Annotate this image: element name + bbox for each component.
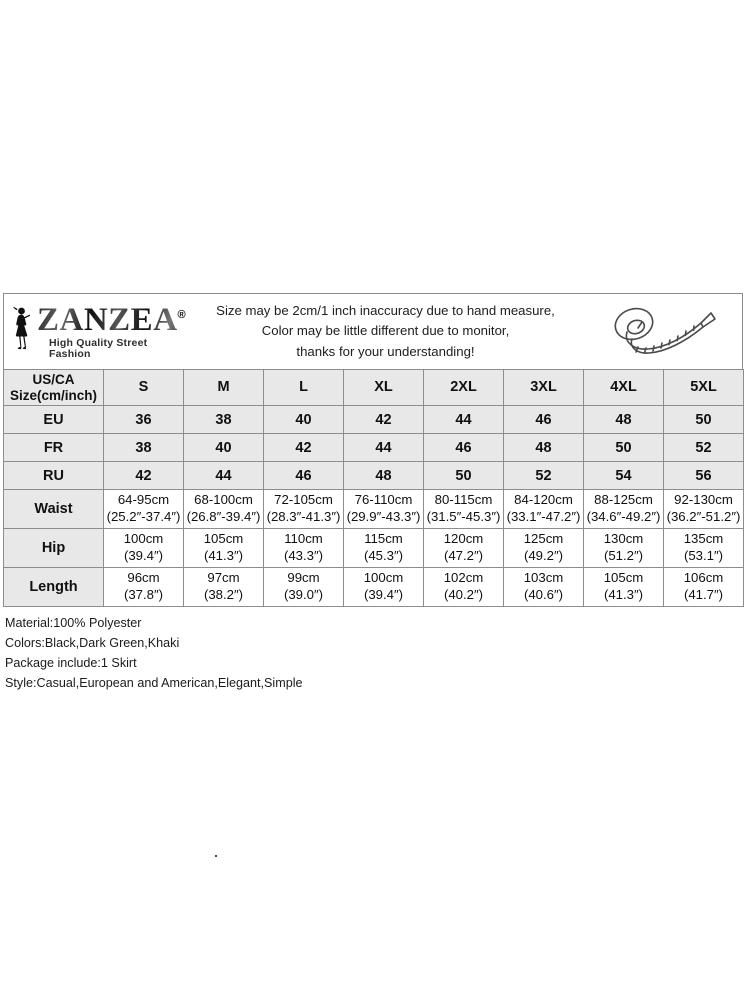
value-cm: 99cm [287, 570, 320, 586]
cell-eu-3xl: 46 [504, 406, 584, 434]
detail-material: Material:100% Polyester [5, 616, 142, 630]
value-inch: (41.7″) [683, 587, 724, 602]
row-label-eu: EU [4, 406, 104, 434]
cell-fr-3xl: 48 [504, 434, 584, 462]
value-cm: 64-95cm [117, 492, 170, 508]
value-inch: (39.4″) [123, 548, 164, 563]
value-cm: 80-115cm [434, 492, 493, 508]
column-header-2xl: 2XL [424, 370, 504, 406]
cell-eu-s: 36 [104, 406, 184, 434]
cell-hip-2xl [424, 529, 504, 568]
row-label-length: Length [4, 568, 104, 607]
value-cm: 102cm [443, 570, 484, 586]
notice-line-3: thanks for your understanding! [296, 343, 475, 359]
value-inch: (37.8″) [123, 587, 164, 602]
cell-hip-s [104, 529, 184, 568]
cell-waist-s [104, 490, 184, 529]
column-header-3xl: 3XL [504, 370, 584, 406]
cell-ru-l: 46 [264, 462, 344, 490]
value-cm: 105cm [603, 570, 644, 586]
cell-length-5xl [664, 568, 744, 607]
value-inch: (49.2″) [523, 548, 564, 563]
cell-ru-m: 44 [184, 462, 264, 490]
value-cm: 120cm [443, 531, 484, 547]
notice-line-1: Size may be 2cm/1 inch inaccuracy due to hand measure, [216, 302, 555, 318]
cell-eu-m: 38 [184, 406, 264, 434]
value-cm: 106cm [683, 570, 724, 586]
cell-waist-3xl [504, 490, 584, 529]
cell-hip-3xl [504, 529, 584, 568]
cell-fr-l: 42 [264, 434, 344, 462]
table-row [4, 434, 744, 462]
cell-ru-2xl: 50 [424, 462, 504, 490]
cell-ru-4xl: 54 [584, 462, 664, 490]
value-cm: 130cm [603, 531, 644, 547]
value-inch: (41.3″) [203, 548, 244, 563]
cell-waist-2xl [424, 490, 504, 529]
value-cm: 103cm [523, 570, 564, 586]
value-cm: 68-100cm [194, 492, 253, 508]
cell-ru-xl: 48 [344, 462, 424, 490]
value-cm: 105cm [203, 531, 244, 547]
corner-header-line-1: US/CA [32, 371, 75, 387]
detail-style: Style:Casual,European and American,Elegant,Simple [5, 675, 303, 690]
corner-header-cell [4, 370, 104, 406]
value-cm: 96cm [127, 570, 160, 586]
cell-ru-s: 42 [104, 462, 184, 490]
value-cm: 84-120cm [514, 492, 573, 508]
notice-line-2: Color may be little different due to monitor, [261, 323, 510, 339]
table-row [4, 406, 744, 434]
cell-fr-4xl: 50 [584, 434, 664, 462]
cell-length-m [184, 568, 264, 607]
value-inch: (25.2″-37.4″) [106, 509, 181, 524]
measuring-tape-icon [592, 302, 742, 362]
brand-logo [4, 302, 187, 360]
value-inch: (41.3″) [603, 587, 644, 602]
value-inch: (53.1″) [683, 548, 724, 563]
cell-waist-m [184, 490, 264, 529]
value-inch: (40.2″) [443, 587, 484, 602]
cell-fr-s: 38 [104, 434, 184, 462]
value-inch: (29.9″-43.3″) [346, 509, 421, 524]
value-inch: (51.2″) [603, 548, 644, 563]
cell-fr-m: 40 [184, 434, 264, 462]
value-cm: 110cm [284, 531, 323, 547]
chart-banner [3, 293, 743, 369]
column-header-l: L [264, 370, 344, 406]
cell-length-xl [344, 568, 424, 607]
registered-mark: ® [177, 309, 187, 321]
row-label-fr: FR [4, 434, 104, 462]
table-row [4, 462, 744, 490]
brand-name-text: ZANZEA [37, 302, 178, 338]
value-cm: 115cm [364, 531, 403, 547]
table-row [4, 568, 744, 607]
value-cm: 72-105cm [274, 492, 333, 508]
cell-hip-5xl [664, 529, 744, 568]
value-cm: 125cm [523, 531, 564, 547]
value-cm: 88-125cm [594, 492, 653, 508]
value-inch: (36.2″-51.2″) [666, 509, 741, 524]
cell-waist-4xl [584, 490, 664, 529]
size-chart-sheet [3, 293, 743, 694]
table-row [4, 529, 744, 568]
cell-waist-5xl [664, 490, 744, 529]
cell-hip-m [184, 529, 264, 568]
cell-waist-l [264, 490, 344, 529]
detail-package: Package include:1 Skirt [5, 655, 137, 670]
cell-length-3xl [504, 568, 584, 607]
value-cm: 92-130cm [674, 492, 733, 508]
value-inch: (45.3″) [363, 548, 404, 563]
cell-eu-4xl: 48 [584, 406, 664, 434]
cell-hip-xl [344, 529, 424, 568]
product-details [3, 614, 743, 694]
brand-name [37, 304, 186, 337]
row-label-waist: Waist [4, 490, 104, 529]
cell-length-s [104, 568, 184, 607]
value-inch: (43.3″) [283, 548, 324, 563]
corner-header-line-2: Size(cm/inch) [9, 387, 98, 403]
column-header-m: M [184, 370, 264, 406]
detail-colors: Colors:Black,Dark Green,Khaki [5, 635, 180, 650]
cell-hip-4xl [584, 529, 664, 568]
cell-hip-l [264, 529, 344, 568]
cell-eu-l: 40 [264, 406, 344, 434]
value-inch: (40.6″) [523, 587, 564, 602]
cell-fr-5xl: 52 [664, 434, 744, 462]
cell-waist-xl [344, 490, 424, 529]
column-header-xl: XL [344, 370, 424, 406]
value-inch: (38.2″) [203, 587, 244, 602]
value-inch: (28.3″-41.3″) [266, 509, 341, 524]
cell-fr-xl: 44 [344, 434, 424, 462]
value-cm: 100cm [363, 570, 404, 586]
measurement-notice [179, 301, 592, 362]
cell-fr-2xl: 46 [424, 434, 504, 462]
brand-tagline: High Quality Street Fashion [49, 337, 148, 360]
value-inch: (39.0″) [283, 587, 324, 602]
woman-silhouette-icon [10, 306, 36, 358]
column-header-5xl: 5XL [664, 370, 744, 406]
value-inch: (31.5″-45.3″) [426, 509, 501, 524]
value-inch: (34.6″-49.2″) [586, 509, 661, 524]
cell-ru-3xl: 52 [504, 462, 584, 490]
column-header-s: S [104, 370, 184, 406]
value-inch: (26.8″-39.4″) [186, 509, 261, 524]
cell-length-4xl [584, 568, 664, 607]
size-table [3, 369, 744, 607]
cell-length-2xl [424, 568, 504, 607]
column-header-4xl: 4XL [584, 370, 664, 406]
table-header-row [4, 370, 744, 406]
cell-ru-5xl: 56 [664, 462, 744, 490]
row-label-hip: Hip [4, 529, 104, 568]
value-inch: (39.4″) [363, 587, 404, 602]
value-cm: 97cm [207, 570, 240, 586]
value-cm: 76-110cm [354, 492, 413, 508]
cell-eu-5xl: 50 [664, 406, 744, 434]
value-inch: (33.1″-47.2″) [506, 509, 581, 524]
value-inch: (47.2″) [443, 548, 484, 563]
cell-eu-2xl: 44 [424, 406, 504, 434]
page-speck [215, 855, 217, 857]
value-cm: 100cm [123, 531, 164, 547]
row-label-ru: RU [4, 462, 104, 490]
cell-eu-xl: 42 [344, 406, 424, 434]
cell-length-l [264, 568, 344, 607]
value-cm: 135cm [683, 531, 724, 547]
table-row [4, 490, 744, 529]
